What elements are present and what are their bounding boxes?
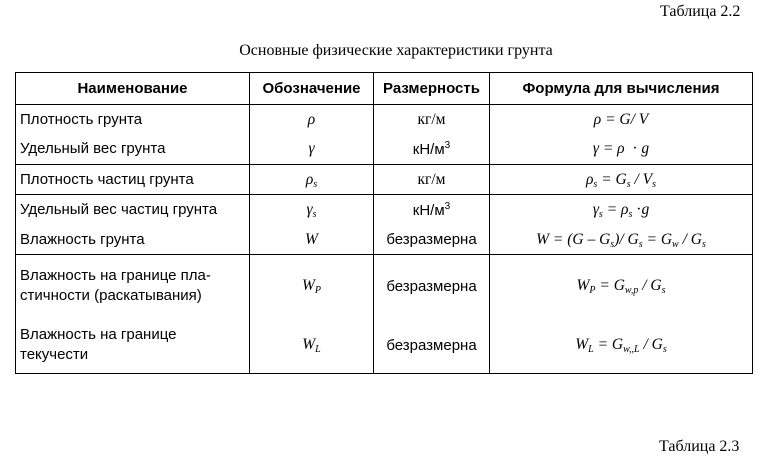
row-name	[16, 255, 250, 318]
soil-characteristics-table	[15, 72, 753, 374]
table-row	[16, 105, 753, 135]
row-name: Влажность грунта	[16, 226, 250, 255]
table-row	[16, 318, 753, 374]
row-name: Плотность грунта	[16, 105, 250, 135]
row-symbol: ρ	[250, 105, 374, 135]
table-number-top: Таблица 2.2	[660, 3, 741, 20]
row-symbol: $\gamma_s$	[250, 195, 374, 226]
row-unit: безразмерна	[374, 318, 490, 374]
row-formula: $\rho_s = G_s / V_s$	[490, 165, 753, 195]
row-name: Плотность частиц грунта	[16, 165, 250, 195]
row-unit: кг/м	[374, 105, 490, 135]
row-unit: $кН/м^3$	[374, 135, 490, 165]
row-symbol: W	[250, 226, 374, 255]
row-formula: γ = ρ · g	[490, 135, 753, 165]
row-formula: $\gamma_s = \rho_s \cdot g$	[490, 195, 753, 226]
row-symbol: $W_L$	[250, 318, 374, 374]
row-name: Удельный вес грунта	[16, 135, 250, 165]
row-name-line: Влажность на границе	[20, 326, 177, 344]
row-formula: $W_L = G_{w,,L} / G_s$	[490, 318, 753, 374]
row-name: Удельный вес частиц грунта	[16, 195, 250, 226]
header-symbol: Обозначение	[250, 73, 374, 105]
row-name-line: текучести	[20, 346, 89, 364]
table-caption	[0, 42, 778, 60]
row-unit: безразмерна	[374, 255, 490, 318]
row-unit: безразмерна	[374, 226, 490, 255]
row-name-line: Влажность на границе пла-	[20, 267, 211, 285]
header-formula: Формула для вычисления	[490, 73, 753, 105]
table-row	[16, 165, 753, 195]
row-unit: $кН/м^3$	[374, 195, 490, 226]
caption-text: Основные физические характеристики грунта	[239, 42, 553, 59]
table-row	[16, 226, 753, 255]
table-row	[16, 195, 753, 226]
row-formula: $W_P = G_{w,p} / G_s$	[490, 255, 753, 318]
row-formula: $W = (G - G_s)/$ $G_s = G_w / G_s$	[490, 226, 753, 255]
row-symbol: $W_P$	[250, 255, 374, 318]
header-unit: Размерность	[374, 73, 490, 105]
row-symbol: γ	[250, 135, 374, 165]
row-name-line: стичности (раскатывания)	[20, 287, 202, 305]
row-unit: кг/м	[374, 165, 490, 195]
table-row	[16, 135, 753, 165]
row-symbol: $\rho_s$	[250, 165, 374, 195]
header-name: Наименование	[16, 73, 250, 105]
table-row	[16, 255, 753, 318]
row-formula: ρ = G/ V	[490, 105, 753, 135]
header-row	[16, 73, 753, 105]
table-number-bottom: Таблица 2.3	[659, 438, 740, 455]
row-name	[16, 318, 250, 374]
